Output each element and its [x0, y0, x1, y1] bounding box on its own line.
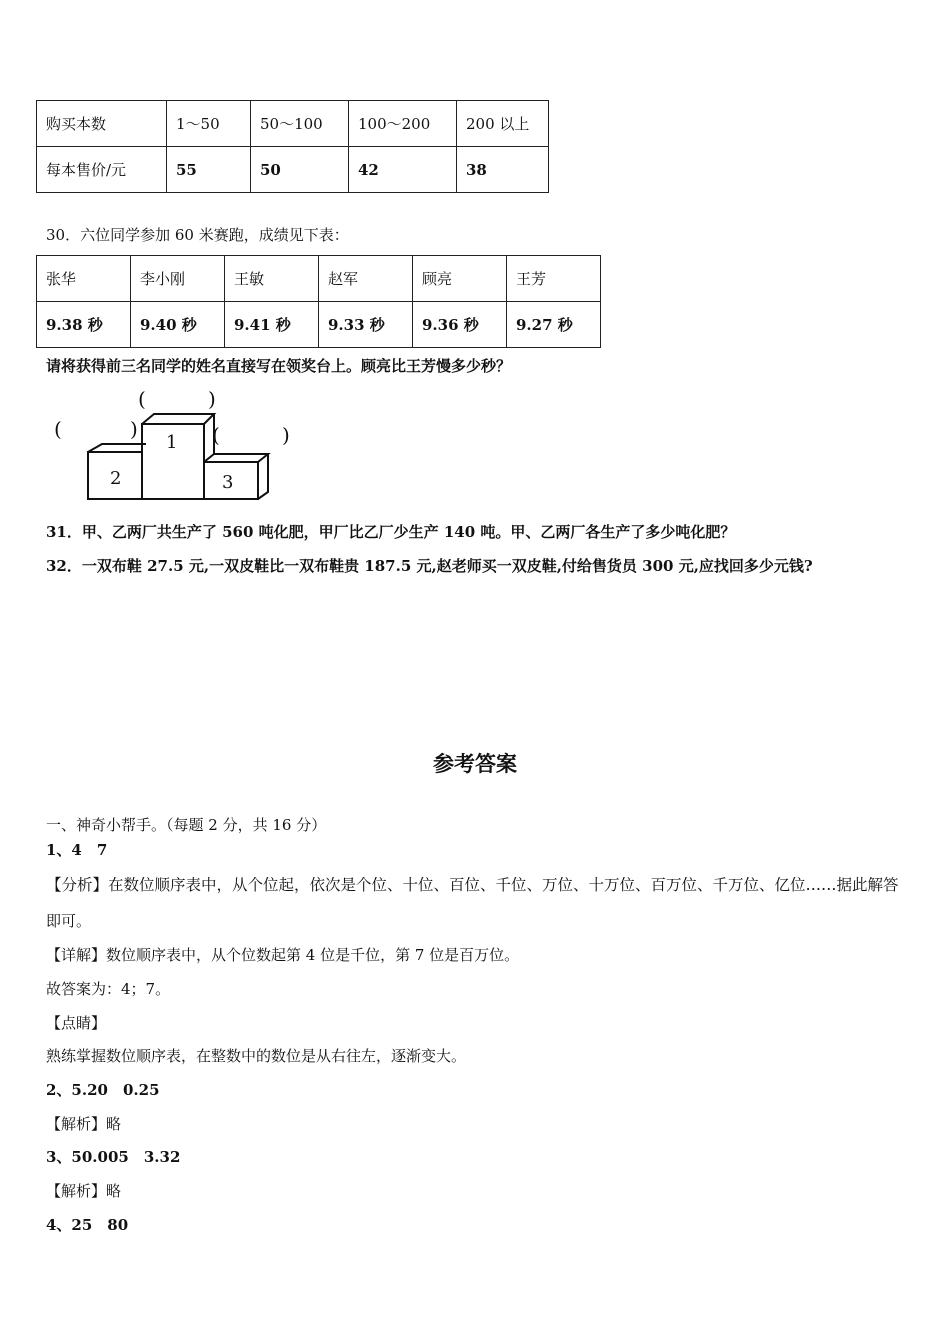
- answer-1-detail: 【详解】数位顺序表中，从个位数起第 4 位是千位，第 7 位是百万位。: [46, 946, 520, 964]
- answer-3: 3、50.005 3.32: [46, 1148, 181, 1166]
- podium-first-top: [142, 414, 214, 424]
- answers-title: 参考答案: [433, 751, 517, 776]
- table-cell: 55: [167, 147, 251, 193]
- answer-1: 1、4 7: [46, 841, 108, 859]
- podium-second-top: [88, 444, 146, 452]
- table-cell: 9.33 秒: [319, 302, 413, 348]
- question-30-instruction: 请将获得前三名同学的姓名直接写在领奖台上。顾亮比王芳慢多少秒？: [46, 357, 512, 375]
- answer-1-answer: 故答案为：4；7。: [46, 980, 171, 998]
- table-cell: 9.41 秒: [225, 302, 319, 348]
- table-cell: 每本售价/元: [37, 147, 167, 193]
- podium-second-paren-open: (: [54, 417, 62, 441]
- podium-first-paren-close: ): [208, 387, 216, 411]
- table-cell: 9.36 秒: [413, 302, 507, 348]
- table-cell: 王芳: [507, 256, 601, 302]
- podium-first-paren-open: (: [138, 387, 146, 411]
- podium-figure: [50, 384, 310, 504]
- podium-third-label: 3: [222, 472, 234, 493]
- table-row: [37, 147, 549, 193]
- table-cell: 9.40 秒: [131, 302, 225, 348]
- answer-3-analysis: 【解析】略: [46, 1182, 122, 1200]
- table-row: [37, 256, 601, 302]
- podium-second-label: 2: [110, 468, 122, 489]
- answer-2: 2、5.20 0.25: [46, 1081, 160, 1099]
- question-30-prompt: 30．六位同学参加 60 米赛跑，成绩见下表：: [46, 226, 349, 244]
- price-table: [36, 100, 549, 193]
- table-cell: 赵军: [319, 256, 413, 302]
- table-cell: 张华: [37, 256, 131, 302]
- podium-second-paren-close: ): [130, 417, 138, 441]
- question-31: 31．甲、乙两厂共生产了 560 吨化肥，甲厂比乙厂少生产 140 吨。甲、乙两厂各生产了多少吨化肥？: [46, 523, 736, 541]
- table-cell: 购买本数: [37, 101, 167, 147]
- table-cell: 王敏: [225, 256, 319, 302]
- table-cell: 9.27 秒: [507, 302, 601, 348]
- podium-third-paren-open: (: [212, 423, 220, 447]
- table-cell: 50～100: [251, 101, 349, 147]
- table-cell: 38: [457, 147, 549, 193]
- answer-1-comment: 熟练掌握数位顺序表，在整数中的数位是从右往左，逐渐变大。: [46, 1047, 467, 1065]
- race-table: [36, 255, 601, 348]
- table-cell: 42: [349, 147, 457, 193]
- table-cell: 1～50: [167, 101, 251, 147]
- answer-2-analysis: 【解析】略: [46, 1115, 122, 1133]
- table-cell: 100～200: [349, 101, 457, 147]
- answer-1-comment-label: 【点睛】: [46, 1014, 107, 1032]
- table-cell: 50: [251, 147, 349, 193]
- table-row: [37, 101, 549, 147]
- answer-1-analysis-cont: 即可。: [46, 912, 92, 930]
- answer-1-analysis: 【分析】在数位顺序表中，从个位起，依次是个位、十位、百位、千位、万位、十万位、百万位、千万位、亿位……据此解答: [46, 876, 899, 894]
- answers-section-heading: 一、神奇小帮手。（每题 2 分，共 16 分）: [46, 816, 327, 834]
- table-cell: 李小刚: [131, 256, 225, 302]
- podium-third-paren-close: ): [282, 423, 290, 447]
- table-row: [37, 302, 601, 348]
- answer-4: 4、25 80: [46, 1216, 129, 1234]
- question-32: 32．一双布鞋 27.5 元,一双皮鞋比一双布鞋贵 187.5 元,赵老师买一双皮鞋,付给售货员 300 元,应找回多少元钱?: [46, 557, 813, 575]
- podium-first-label: 1: [166, 432, 178, 453]
- podium-third-top: [204, 454, 268, 462]
- table-cell: 200 以上: [457, 101, 549, 147]
- table-cell: 顾亮: [413, 256, 507, 302]
- table-cell: 9.38 秒: [37, 302, 131, 348]
